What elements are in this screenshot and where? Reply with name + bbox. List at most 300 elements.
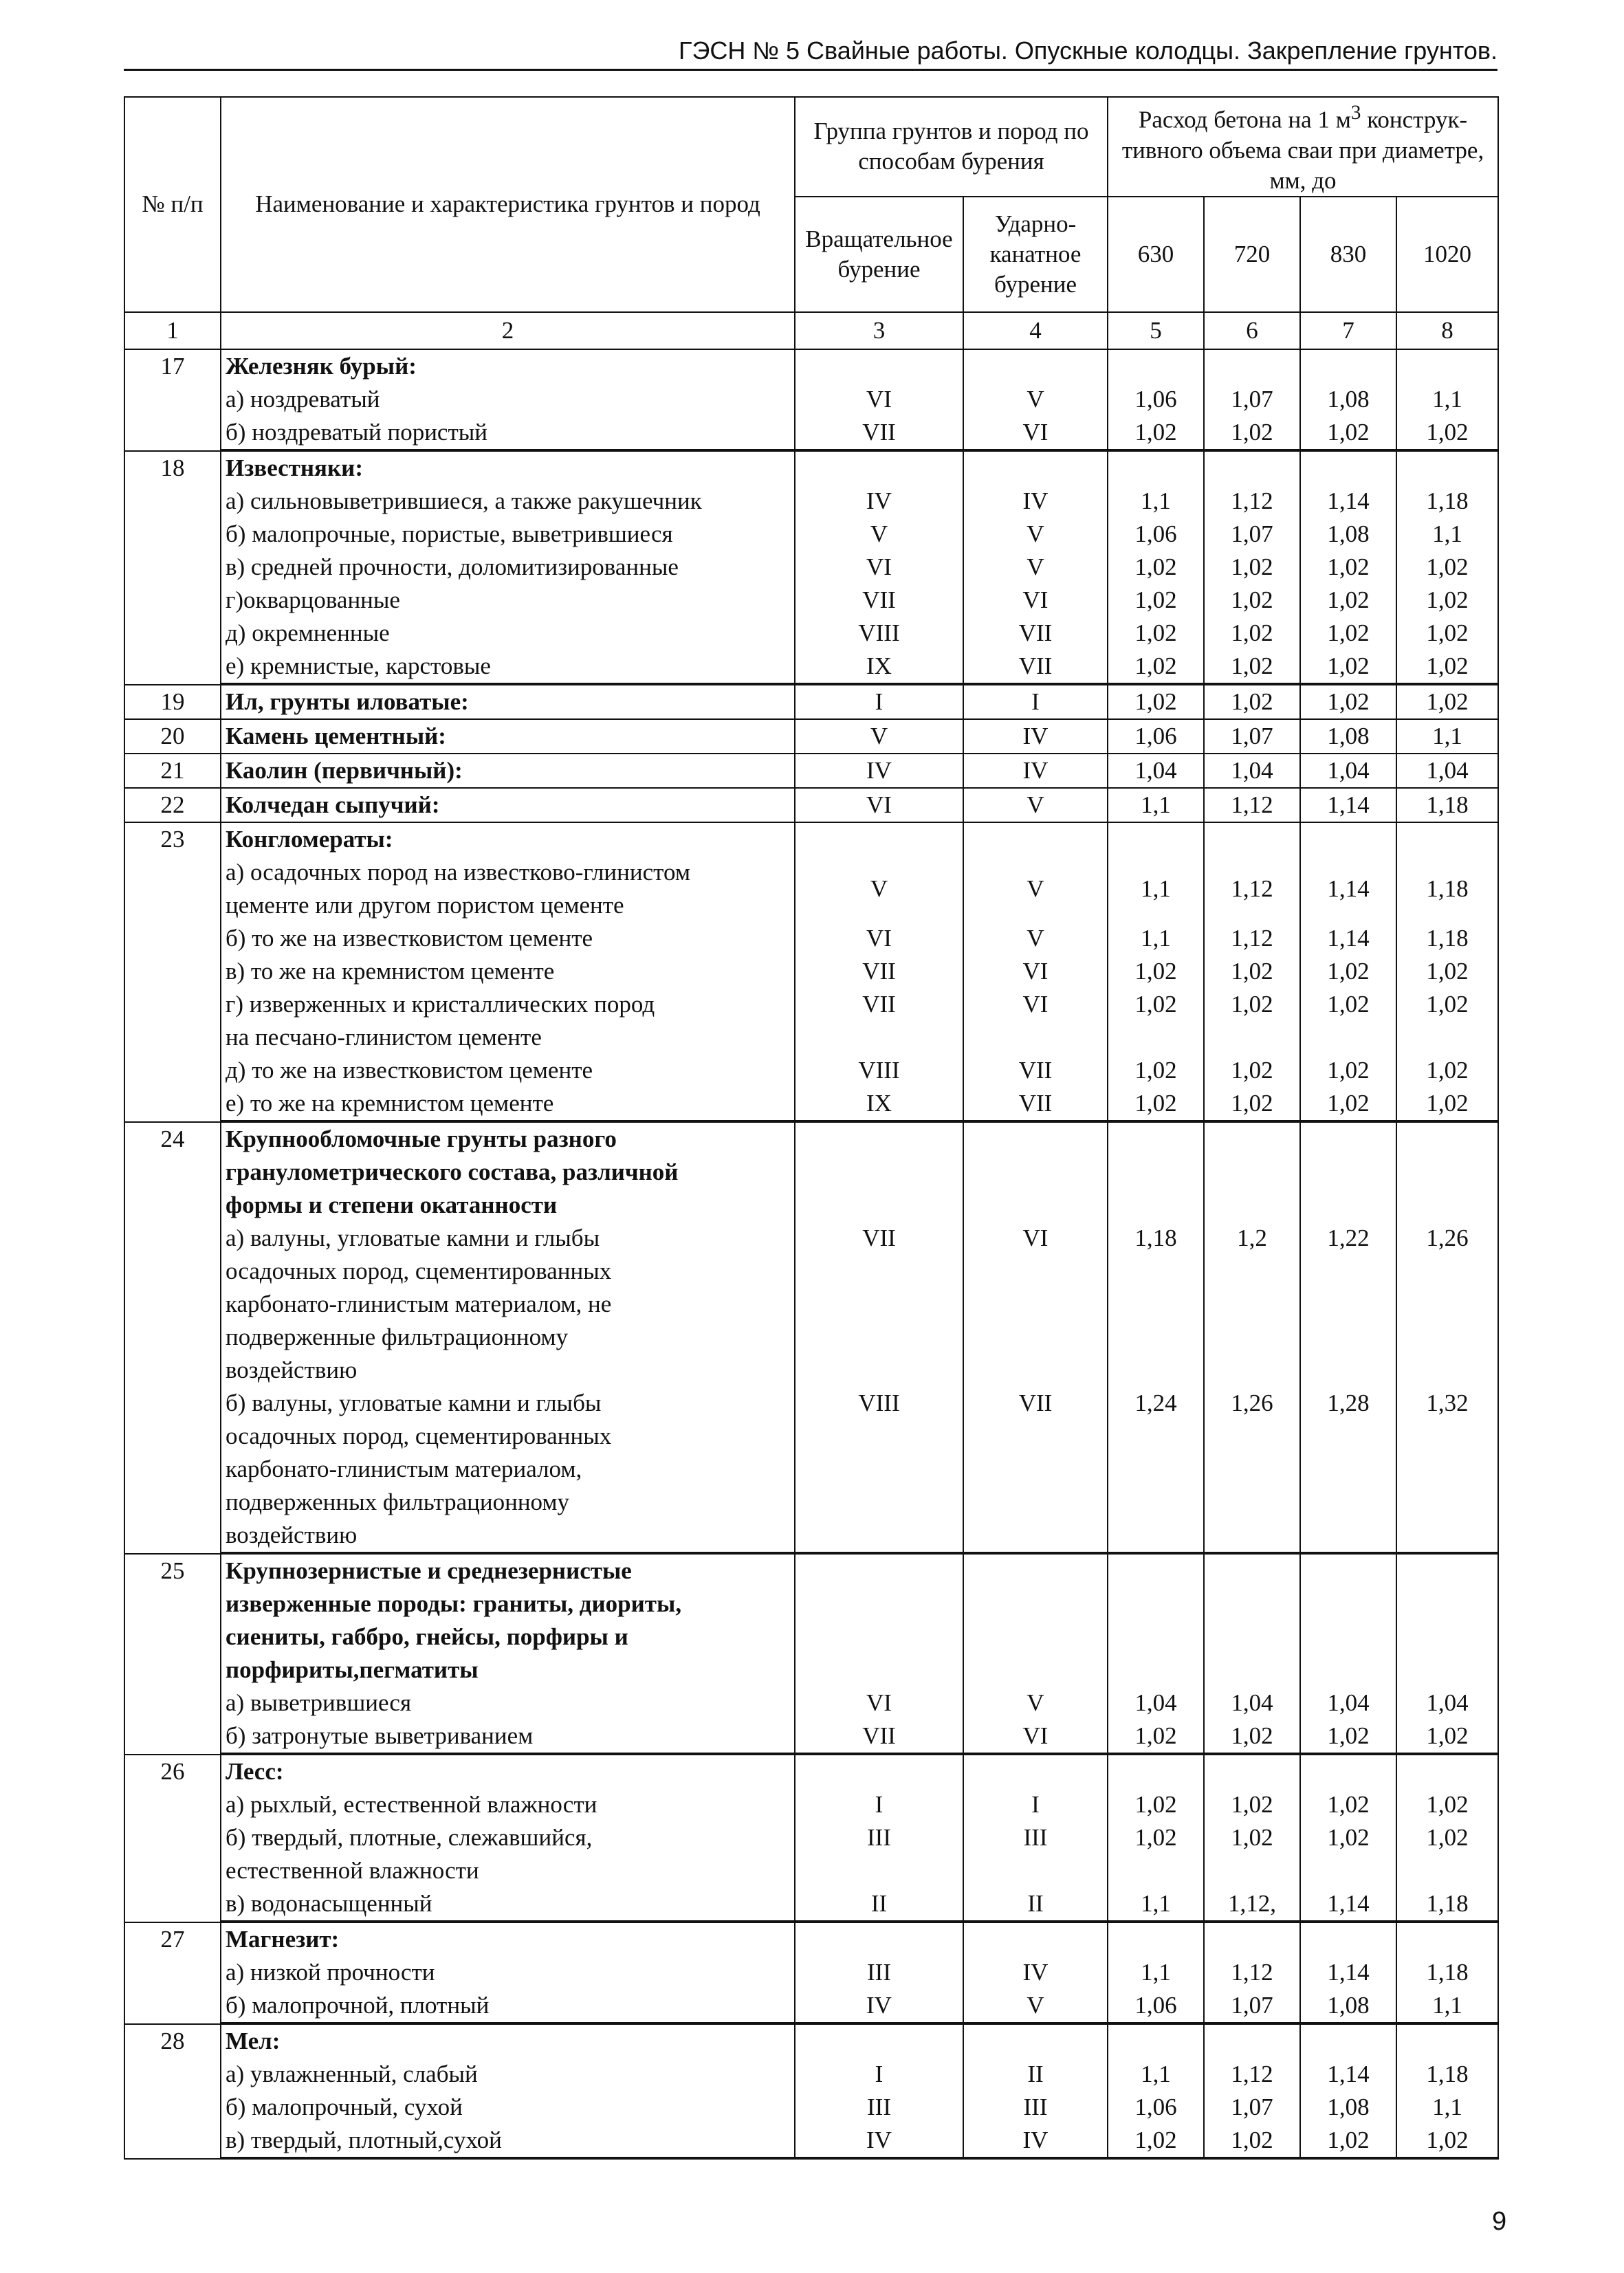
consumption-1020-cell	[1396, 1554, 1498, 1755]
blank-line	[1108, 1486, 1203, 1519]
soil-subtype-line: естественной влажности	[226, 1856, 479, 1884]
row-number: 20	[160, 722, 185, 749]
consumption-1020: 1,18	[1426, 487, 1469, 514]
blank-line	[964, 1354, 1107, 1387]
consumption-720: 1,07	[1231, 385, 1273, 413]
blank-line	[1397, 1255, 1497, 1288]
row-number-cell	[124, 822, 221, 1122]
consumption-630: 1,02	[1134, 990, 1177, 1018]
impact-group: IV	[1022, 1958, 1049, 1986]
soil-group-row	[124, 822, 1498, 1122]
rotary-group-cell	[795, 788, 963, 822]
impact-group: IV	[964, 2124, 1107, 2158]
rotary-group: VII	[795, 416, 963, 450]
soil-subtype-line: цементе или другом пористом цементе	[226, 891, 624, 919]
impact-group: VII	[1018, 1056, 1053, 1084]
impact-group: V	[1027, 553, 1044, 580]
consumption-830: 1,02	[1301, 1720, 1396, 1754]
consumption-1020: 1,02	[1426, 1056, 1469, 1084]
consumption-720: 1,12,	[1205, 1887, 1299, 1922]
soil-group-row	[124, 1122, 1498, 1554]
blank-line	[964, 1755, 1107, 1788]
blank-line	[1205, 1123, 1299, 1156]
soil-category-title: Магнезит:	[226, 1925, 340, 1953]
soil-subtype-line: а) рыхлый, естественной влажности	[226, 1790, 597, 1818]
column-number: 5	[1108, 312, 1204, 349]
blank-line	[964, 1189, 1107, 1222]
consumption-720-cell	[1204, 822, 1300, 1122]
blank-line	[964, 1156, 1107, 1189]
consumption-720: 1,02	[1231, 619, 1273, 646]
rotary-group-cell	[795, 1755, 963, 1922]
blank-line	[795, 2025, 963, 2058]
rotary-group-cell	[795, 822, 963, 1122]
blank-line	[1205, 1420, 1299, 1453]
blank-line	[1397, 350, 1497, 383]
consumption-830: 1,02	[1301, 650, 1396, 684]
blank-line	[964, 1555, 1107, 1588]
header-drilling-group: Группа грунтов и пород по способам бурения	[795, 97, 1108, 197]
consumption-630: 1,1	[1108, 1887, 1203, 1922]
consumption-1020-cell	[1396, 822, 1498, 1122]
consumption-830: 1,14	[1327, 1958, 1370, 1986]
impact-group-cell	[963, 1755, 1108, 1922]
soil-category-title: Известняки:	[226, 454, 363, 481]
soil-subtype-line: б) малопрочный, сухой	[226, 2093, 463, 2120]
consumption-630: 1,02	[1108, 1087, 1203, 1121]
consumption-630: 1,18	[1134, 1224, 1177, 1251]
rotary-group: VII	[862, 957, 896, 985]
rotary-group: V	[870, 875, 888, 902]
blank-line	[795, 1654, 963, 1687]
consumption-720: 1,12	[1231, 2060, 1273, 2087]
soil-name-cell	[221, 822, 795, 1122]
blank-line	[795, 1621, 963, 1654]
blank-line	[1108, 1555, 1203, 1588]
blank-line	[795, 1321, 963, 1354]
consumption-830-cell	[1300, 719, 1396, 754]
row-number: 19	[160, 688, 185, 715]
column-number: 2	[221, 312, 795, 349]
consumption-720: 1,12	[1231, 791, 1273, 818]
blank-line	[1108, 1354, 1203, 1387]
consumption-830: 1,02	[1327, 1056, 1370, 1084]
consumption-830: 1,08	[1327, 722, 1370, 749]
consumption-830-cell	[1300, 754, 1396, 788]
consumption-720-cell	[1204, 1922, 1300, 2024]
column-number: 7	[1300, 312, 1396, 349]
soil-category-title: гранулометрического состава, различной	[226, 1158, 679, 1185]
row-number-cell	[124, 1755, 221, 1922]
soil-subtype-line: б) то же на известковистом цементе	[226, 924, 593, 952]
soil-subtype-line: воздействию	[226, 1356, 358, 1383]
blank-line	[1301, 1321, 1396, 1354]
header-diameter-830: 830	[1300, 197, 1396, 312]
blank-line	[1205, 1854, 1299, 1887]
consumption-720: 1,02	[1231, 553, 1273, 580]
blank-line	[795, 1923, 963, 1956]
consumption-720: 1,26	[1231, 1389, 1273, 1416]
consumption-1020: 1,18	[1426, 924, 1469, 952]
blank-line	[964, 1654, 1107, 1687]
rotary-group: V	[870, 520, 888, 547]
impact-group: V	[1027, 1689, 1044, 1716]
consumption-630: 1,02	[1134, 586, 1177, 613]
rotary-group: II	[795, 1887, 963, 1922]
rotary-group: VII	[862, 1224, 896, 1251]
impact-group: V	[1027, 520, 1044, 547]
consumption-1020-cell	[1396, 349, 1498, 451]
consumption-720-cell	[1204, 2024, 1300, 2159]
soil-category-title: Ил, грунты иловатые:	[226, 688, 469, 715]
consumption-1020: 1,04	[1426, 756, 1469, 784]
consumption-630-cell	[1108, 451, 1204, 685]
impact-group: VI	[1022, 1224, 1049, 1251]
soil-subtype-line: а) увлажненный, слабый	[226, 2060, 478, 2087]
consumption-720-cell	[1204, 349, 1300, 451]
impact-group: IV	[1022, 722, 1049, 749]
header-impact-drilling: Ударно-канатное бурение	[963, 197, 1108, 312]
rotary-group-cell	[795, 685, 963, 719]
blank-line	[1301, 1288, 1396, 1321]
consumption-830: 1,02	[1327, 1790, 1370, 1818]
column-number: 4	[963, 312, 1108, 349]
row-number: 25	[160, 1557, 185, 1584]
soil-group-row	[124, 1554, 1498, 1755]
soil-name-cell	[221, 685, 795, 719]
consumption-720: 1,12	[1231, 487, 1273, 514]
consumption-630-cell	[1108, 1922, 1204, 2024]
blank-line	[964, 1923, 1107, 1956]
consumption-830: 1,28	[1327, 1389, 1370, 1416]
blank-line	[1397, 1555, 1497, 1588]
soil-subtype-line: д) окремненные	[226, 619, 390, 646]
blank-line	[1301, 1654, 1396, 1687]
blank-line	[795, 823, 963, 856]
consumption-720: 1,04	[1231, 1689, 1273, 1716]
impact-group: VI	[964, 1720, 1107, 1754]
impact-group: VI	[1022, 957, 1049, 985]
blank-line	[1301, 1255, 1396, 1288]
consumption-630: 1,02	[1108, 416, 1203, 450]
consumption-720: 1,07	[1231, 722, 1273, 749]
consumption-1020: 1,02	[1397, 416, 1497, 450]
soil-category-title: Конгломераты:	[226, 825, 393, 853]
soil-category-title: Крупнообломочные грунты разного	[226, 1125, 617, 1152]
consumption-720-cell	[1204, 754, 1300, 788]
soil-category-title: Камень цементный:	[226, 722, 446, 749]
soil-name-cell	[221, 1755, 795, 1922]
blank-line	[964, 1021, 1107, 1054]
rotary-group: I	[875, 688, 884, 715]
blank-line	[1397, 1923, 1497, 1956]
rotary-group: IV	[795, 2124, 963, 2158]
consumption-630: 1,1	[1141, 487, 1171, 514]
consumption-630: 1,04	[1134, 1689, 1177, 1716]
blank-line	[1397, 1588, 1497, 1621]
consumption-720: 1,04	[1231, 756, 1273, 784]
consumption-830: 1,02	[1327, 1823, 1370, 1851]
impact-group: V	[1027, 791, 1044, 818]
blank-line	[1397, 452, 1497, 485]
rotary-group: III	[867, 2093, 891, 2120]
blank-line	[795, 1354, 963, 1387]
consumption-630: 1,1	[1141, 791, 1171, 818]
column-number-row	[124, 312, 1498, 349]
soil-name-cell	[221, 719, 795, 754]
consumption-1020-cell	[1396, 719, 1498, 754]
impact-group: III	[1023, 2093, 1048, 2120]
blank-line	[1205, 2025, 1299, 2058]
header-num: № п/п	[124, 97, 221, 312]
soil-subtype-line: в) твердый, плотный,сухой	[221, 2124, 794, 2158]
rotary-group: VI	[866, 791, 892, 818]
blank-line	[795, 1021, 963, 1054]
consumption-720-cell	[1204, 451, 1300, 685]
consumption-720: 1,12	[1231, 1958, 1273, 1986]
consumption-720: 1,07	[1231, 520, 1273, 547]
rotary-group-cell	[795, 1122, 963, 1554]
soil-subtype-line: в) водонасыщенный	[221, 1887, 794, 1922]
soil-name-cell	[221, 1554, 795, 1755]
consumption-830-cell	[1300, 1922, 1396, 2024]
row-number: 22	[160, 791, 185, 818]
consumption-830: 1,14	[1327, 875, 1370, 902]
consumption-1020: 1,18	[1426, 1958, 1469, 1986]
row-number-cell	[124, 2024, 221, 2159]
column-number: 6	[1204, 312, 1300, 349]
column-number: 1	[124, 312, 221, 349]
blank-line	[1205, 823, 1299, 856]
blank-line	[1301, 452, 1396, 485]
impact-group: II	[1027, 2060, 1044, 2087]
consumption-630: 1,02	[1134, 957, 1177, 985]
consumption-830: 1,14	[1327, 2060, 1370, 2087]
rotary-group: V	[870, 722, 888, 749]
header-diameter-630: 630	[1108, 197, 1204, 312]
blank-line	[1301, 1123, 1396, 1156]
consumption-830: 1,08	[1327, 385, 1370, 413]
consumption-830: 1,02	[1301, 1087, 1396, 1121]
soil-category-title: Лесс:	[226, 1757, 284, 1785]
blank-line	[1108, 1621, 1203, 1654]
impact-group: VI	[964, 416, 1107, 450]
consumption-720: 1,02	[1205, 416, 1299, 450]
header-diameter-1020: 1020	[1396, 197, 1498, 312]
consumption-830-cell	[1300, 1554, 1396, 1755]
blank-line	[1108, 823, 1203, 856]
consumption-720: 1,02	[1231, 1056, 1273, 1084]
consumption-1020: 1,02	[1426, 586, 1469, 613]
blank-line	[964, 1321, 1107, 1354]
soil-subtype-line: б) малопрочной, плотный	[221, 1989, 794, 2023]
soil-subtype-line: карбонато-глинистым материалом, не	[226, 1290, 612, 1317]
blank-line	[1108, 1453, 1203, 1486]
blank-line	[964, 823, 1107, 856]
blank-line	[1205, 1923, 1299, 1956]
blank-line	[964, 1486, 1107, 1519]
soil-group-row	[124, 719, 1498, 754]
blank-line	[1205, 1588, 1299, 1621]
blank-line	[795, 1854, 963, 1887]
page-number: 9	[1492, 2207, 1507, 2236]
header-diameter-720: 720	[1204, 197, 1300, 312]
consumption-720: 1,07	[1205, 1989, 1299, 2023]
blank-line	[1301, 1923, 1396, 1956]
blank-line	[1397, 1123, 1497, 1156]
blank-line	[1205, 1321, 1299, 1354]
impact-group: I	[1031, 1790, 1040, 1818]
consumption-830: 1,22	[1327, 1224, 1370, 1251]
impact-group-cell	[963, 2024, 1108, 2159]
soil-group-row	[124, 451, 1498, 685]
consumption-630: 1,02	[1108, 650, 1203, 684]
column-number: 3	[795, 312, 963, 349]
blank-line	[1397, 1453, 1497, 1486]
soil-group-row	[124, 754, 1498, 788]
soil-subtype-line: а) ноздреватый	[226, 385, 380, 413]
blank-line	[1108, 1123, 1203, 1156]
soil-subtype-line: воздействию	[221, 1519, 794, 1553]
impact-group: IV	[1022, 756, 1049, 784]
consumption-1020-cell	[1396, 754, 1498, 788]
rotary-group: IV	[866, 756, 892, 784]
blank-line	[1205, 1288, 1299, 1321]
consumption-630: 1,04	[1134, 756, 1177, 784]
rotary-group: VII	[862, 586, 896, 613]
soil-category-title: Колчедан сыпучий:	[226, 791, 440, 818]
consumption-830: 1,14	[1327, 924, 1370, 952]
consumption-1020: 1,02	[1426, 1790, 1469, 1818]
impact-group: VII	[964, 650, 1107, 684]
soil-category-title: порфириты,пегматиты	[226, 1656, 479, 1683]
soil-subtype-line: а) низкой прочности	[226, 1958, 435, 1986]
row-number: 24	[160, 1125, 185, 1152]
rotary-group: IX	[795, 650, 963, 684]
consumption-720: 1,07	[1231, 2093, 1273, 2120]
impact-group: IV	[1022, 487, 1049, 514]
rotary-group: IV	[795, 1989, 963, 2023]
blank-line	[964, 2025, 1107, 2058]
consumption-1020: 1,02	[1426, 553, 1469, 580]
consumption-630: 1,02	[1134, 619, 1177, 646]
blank-line	[795, 350, 963, 383]
blank-line	[1397, 1621, 1497, 1654]
soil-subtype-line: е) то же на кремнистом цементе	[221, 1087, 794, 1121]
blank-line	[795, 1156, 963, 1189]
blank-line	[1108, 1854, 1203, 1887]
consumption-1020: 1,32	[1426, 1389, 1469, 1416]
blank-line	[1301, 350, 1396, 383]
impact-group: VII	[1018, 1389, 1053, 1416]
consumption-1020: 1,1	[1432, 385, 1462, 413]
row-number: 17	[160, 352, 185, 380]
impact-group: V	[1027, 385, 1044, 413]
row-number-cell	[124, 788, 221, 822]
soil-name-cell	[221, 788, 795, 822]
soil-subtype-line: в) средней прочности, доломитизированные	[226, 553, 679, 580]
blank-line	[1397, 1189, 1497, 1222]
soil-group-row	[124, 2024, 1498, 2159]
consumption-1020: 1,18	[1397, 1887, 1497, 1922]
consumption-630: 1,1	[1141, 1958, 1171, 1986]
consumption-1020: 1,02	[1397, 650, 1497, 684]
consumption-720: 1,02	[1231, 586, 1273, 613]
soil-subtype-line: б) твердый, плотные, слежавшийся,	[226, 1823, 593, 1851]
consumption-830: 1,02	[1327, 990, 1370, 1018]
rotary-group: I	[875, 1790, 884, 1818]
consumption-630-cell	[1108, 719, 1204, 754]
consumption-630: 1,02	[1134, 1056, 1177, 1084]
row-number: 27	[160, 1925, 185, 1953]
consumption-1020: 1,02	[1397, 1087, 1497, 1121]
impact-group-cell	[963, 349, 1108, 451]
impact-group: V	[1027, 924, 1044, 952]
soil-group-row	[124, 349, 1498, 451]
soil-category-title: Железняк бурый:	[226, 352, 417, 380]
blank-line	[1301, 1588, 1396, 1621]
blank-line	[1205, 1156, 1299, 1189]
blank-line	[1108, 1189, 1203, 1222]
consumption-830-cell	[1300, 349, 1396, 451]
header-consumption-superscript: 3	[1350, 102, 1361, 124]
soil-name-cell	[221, 1122, 795, 1554]
blank-line	[1397, 1755, 1497, 1788]
consumption-830: 1,08	[1301, 1989, 1396, 2023]
rotary-group: VIII	[858, 619, 900, 646]
header-consumption-part-b: конструк-тивного объема сваи при диаметре, мм, до	[1121, 106, 1484, 194]
consumption-1020-cell	[1396, 2024, 1498, 2159]
blank-line	[1205, 1486, 1299, 1519]
rotary-group-cell	[795, 349, 963, 451]
impact-group: V	[1027, 875, 1044, 902]
consumption-630-cell	[1108, 2024, 1204, 2159]
soil-subtype-line: б) малопрочные, пористые, выветрившиеся	[226, 520, 673, 547]
row-number-cell	[124, 685, 221, 719]
consumption-720: 1,12	[1231, 875, 1273, 902]
consumption-830: 1,14	[1327, 487, 1370, 514]
consumption-1020: 1,02	[1397, 2124, 1497, 2158]
blank-line	[1301, 1354, 1396, 1387]
rotary-group: VI	[866, 553, 892, 580]
consumption-1020: 1,1	[1432, 722, 1462, 749]
impact-group-cell	[963, 1554, 1108, 1755]
consumption-630: 1,1	[1141, 924, 1171, 952]
consumption-830: 1,02	[1327, 957, 1370, 985]
blank-line	[1301, 1854, 1396, 1887]
consumption-720-cell	[1204, 1755, 1300, 1922]
blank-line	[964, 1519, 1107, 1553]
consumption-630: 1,06	[1134, 385, 1177, 413]
rotary-group: III	[867, 1823, 891, 1851]
header-concrete-consumption	[1108, 97, 1498, 197]
soil-category-title: Мел:	[226, 2027, 281, 2054]
blank-line	[1301, 1453, 1396, 1486]
soil-group-row	[124, 788, 1498, 822]
consumption-830-cell	[1300, 451, 1396, 685]
consumption-1020-cell	[1396, 451, 1498, 685]
consumption-630-cell	[1108, 788, 1204, 822]
blank-line	[1108, 350, 1203, 383]
consumption-1020: 1,02	[1426, 1823, 1469, 1851]
soil-subtype-line: подверженных фильтрационному	[226, 1488, 570, 1515]
consumption-1020-cell	[1396, 1122, 1498, 1554]
blank-line	[1205, 1654, 1299, 1687]
blank-line	[795, 1555, 963, 1588]
soil-subtype-line: карбонато-глинистым материалом,	[226, 1455, 582, 1482]
blank-line	[1397, 1288, 1497, 1321]
blank-line	[1205, 1755, 1299, 1788]
